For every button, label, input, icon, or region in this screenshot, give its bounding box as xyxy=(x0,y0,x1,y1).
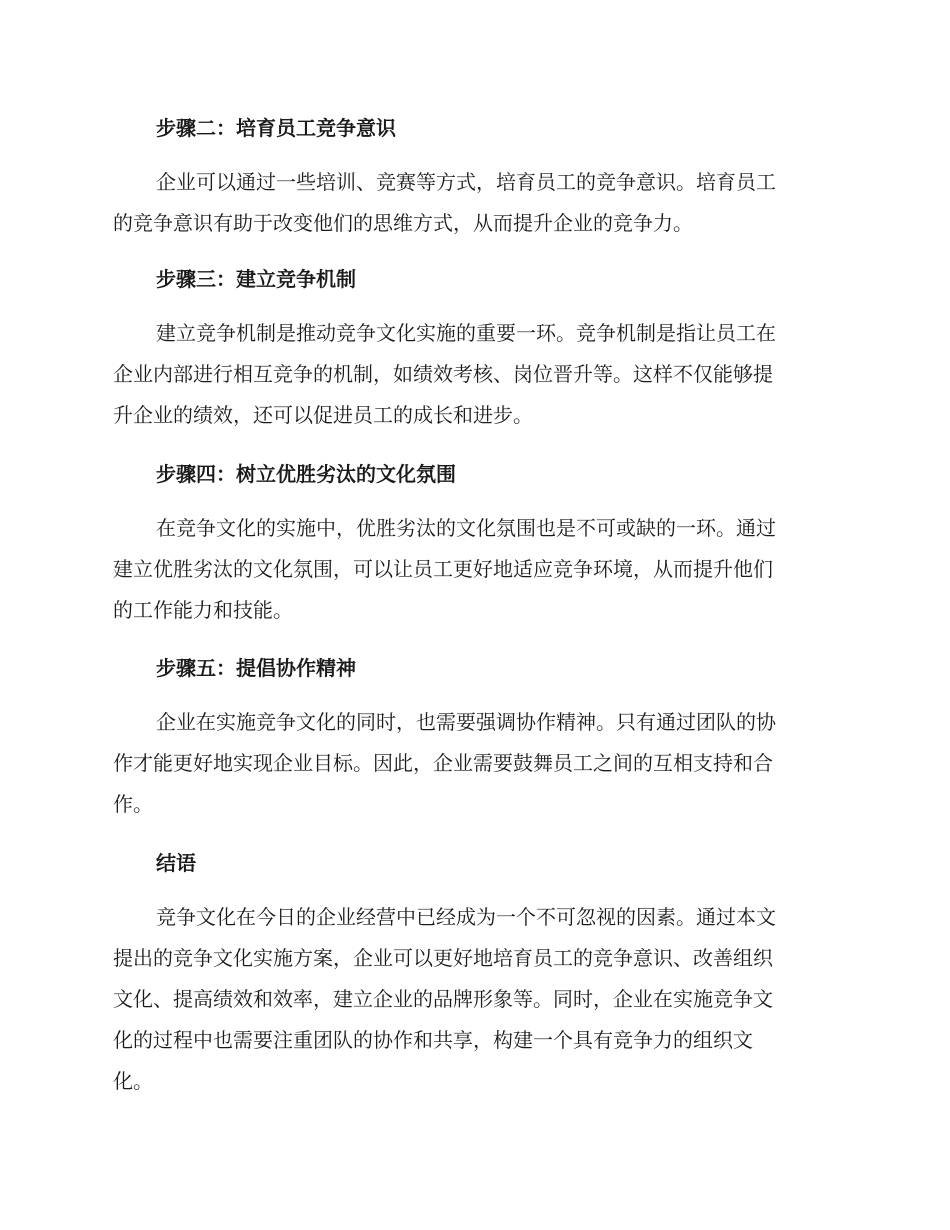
section-heading: 步骤四：树立优胜劣汰的文化氛围 xyxy=(156,462,456,486)
section-step-4-body xyxy=(113,508,835,631)
paragraph-line: 作。 xyxy=(113,792,153,816)
paragraph-line: 作才能更好地实现企业目标。因此，企业需要鼓舞员工之间的互相支持和合 xyxy=(113,751,773,775)
paragraph-line: 的工作能力和技能。 xyxy=(113,598,293,622)
paragraph-line: 在竞争文化的实施中，优胜劣汰的文化氛围也是不可或缺的一环。通过 xyxy=(156,516,776,540)
paragraph-line: 升企业的绩效，还可以促进员工的成长和进步。 xyxy=(113,403,533,427)
section-heading: 步骤二：培育员工竞争意识 xyxy=(156,116,396,140)
section-step-2 xyxy=(113,113,835,143)
paragraph-line: 化。 xyxy=(113,1069,153,1093)
paragraph-line: 竞争文化在今日的企业经营中已经成为一个不可忽视的因素。通过本文 xyxy=(156,905,776,929)
section-heading: 步骤三：建立竞争机制 xyxy=(156,267,356,291)
paragraph-line: 提出的竞争文化实施方案，企业可以更好地培育员工的竞争意识、改善组织 xyxy=(113,946,773,970)
section-conclusion xyxy=(113,848,835,878)
paragraph-line: 文化、提高绩效和效率，建立企业的品牌形象等。同时，企业在实施竞争文 xyxy=(113,987,773,1011)
paragraph-line: 企业在实施竞争文化的同时，也需要强调协作精神。只有通过团队的协 xyxy=(156,710,776,734)
body-paragraph xyxy=(113,897,835,1102)
section-heading: 结语 xyxy=(156,851,196,875)
paragraph-line: 企业可以通过一些培训、竞赛等方式，培育员工的竞争意识。培育员工 xyxy=(156,170,776,194)
section-step-4 xyxy=(113,459,835,489)
paragraph-line: 建立竞争机制是推动竞争文化实施的重要一环。竞争机制是指让员工在 xyxy=(156,321,776,345)
body-paragraph xyxy=(113,508,835,631)
section-heading: 步骤五：提倡协作精神 xyxy=(156,656,356,680)
body-paragraph xyxy=(113,162,835,244)
body-paragraph xyxy=(113,313,835,436)
section-step-2-body xyxy=(113,162,835,244)
section-conclusion-body xyxy=(113,897,835,1102)
paragraph-line: 建立优胜劣汰的文化氛围，可以让员工更好地适应竞争环境，从而提升他们 xyxy=(113,557,773,581)
section-step-5 xyxy=(113,653,835,683)
paragraph-line: 化的过程中也需要注重团队的协作和共享，构建一个具有竞争力的组织文 xyxy=(113,1028,753,1052)
section-step-3 xyxy=(113,264,835,294)
body-paragraph xyxy=(113,702,835,825)
paragraph-line: 企业内部进行相互竞争的机制，如绩效考核、岗位晋升等。这样不仅能够提 xyxy=(113,362,773,386)
paragraph-line: 的竞争意识有助于改变他们的思维方式，从而提升企业的竞争力。 xyxy=(113,211,693,235)
section-step-3-body xyxy=(113,313,835,436)
section-step-5-body xyxy=(113,702,835,825)
